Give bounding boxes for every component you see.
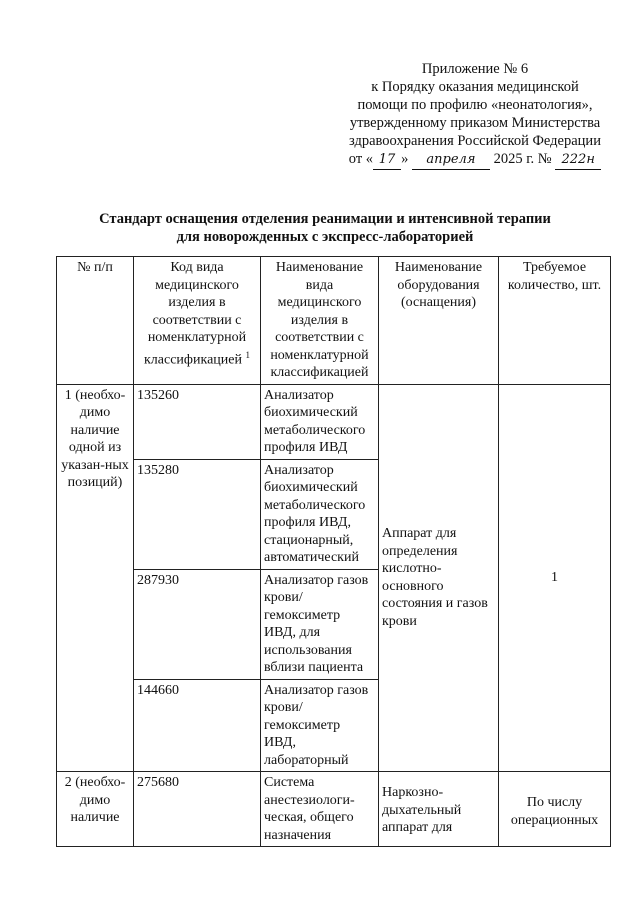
order-number: 222н [555,151,601,170]
header-qty: Требуемое количество, шт. [499,257,611,385]
table-header-row [57,257,611,385]
appendix-line: здравоохранения Российской Федерации [349,133,601,149]
row-code: 144660 [134,679,261,772]
table-row [57,772,611,847]
date-day: 17 [373,151,401,170]
appendix-number: Приложение № 6 [421,61,529,77]
row-num: 2 (необхо-димо наличие [57,772,134,847]
header-code-text: Код вида медицинского изделия в соответствии с номенклатурной классификацией [144,260,247,368]
appendix-header [330,60,620,170]
header-equipment: Наименование оборудования (оснащения) [379,257,499,385]
date-month: апреля [412,151,490,170]
date-year: 2025 г. № [493,151,552,167]
date-prefix: от « [348,151,374,167]
appendix-line: помощи по профилю «неонатология», [357,97,593,113]
document-title [60,210,590,246]
row-name: Анализатор биохимический метаболического профиля ИВД [261,384,379,459]
equipment-table [56,256,611,847]
appendix-line: к Порядку оказания медицинской [371,79,579,95]
title-line-2: для новорожденных с экспресс-лабораторией [176,229,474,245]
row-code: 287930 [134,569,261,679]
row-equipment: Аппарат для определения кислотно-основного состояния и газов крови [379,384,499,772]
footnote-marker: 1 [245,349,250,360]
table-row [57,384,611,459]
header-num: № п/п [57,257,134,385]
row-code: 135260 [134,384,261,459]
header-code [134,257,261,385]
appendix-date-line [330,150,620,170]
row-qty: По числу операционных [499,772,611,847]
title-line-1: Стандарт оснащения отделения реанимации и интенсивной терапии [99,211,551,227]
header-name: Наименование вида медицинского изделия в соответствии с номенклатурной классификацией [261,257,379,385]
row-name: Анализатор газов крови/ гемоксиметр ИВД, лабораторный [261,679,379,772]
row-qty: 1 [499,384,611,772]
date-mid: » [401,151,409,167]
row-num: 1 (необхо-димо наличие одной из указан-ных позиций) [57,384,134,772]
row-name: Анализатор газов крови/ гемоксиметр ИВД, для использования вблизи пациента [261,569,379,679]
row-name: Анализатор биохимический метаболического профиля ИВД, стационарный, автоматический [261,459,379,569]
appendix-line: утвержденному приказом Министерства [349,115,601,131]
row-equipment: Наркозно-дыхательный аппарат для [379,772,499,847]
row-code: 135280 [134,459,261,569]
row-name: Система анестезиологи-ческая, общего назначения [261,772,379,847]
row-code: 275680 [134,772,261,847]
